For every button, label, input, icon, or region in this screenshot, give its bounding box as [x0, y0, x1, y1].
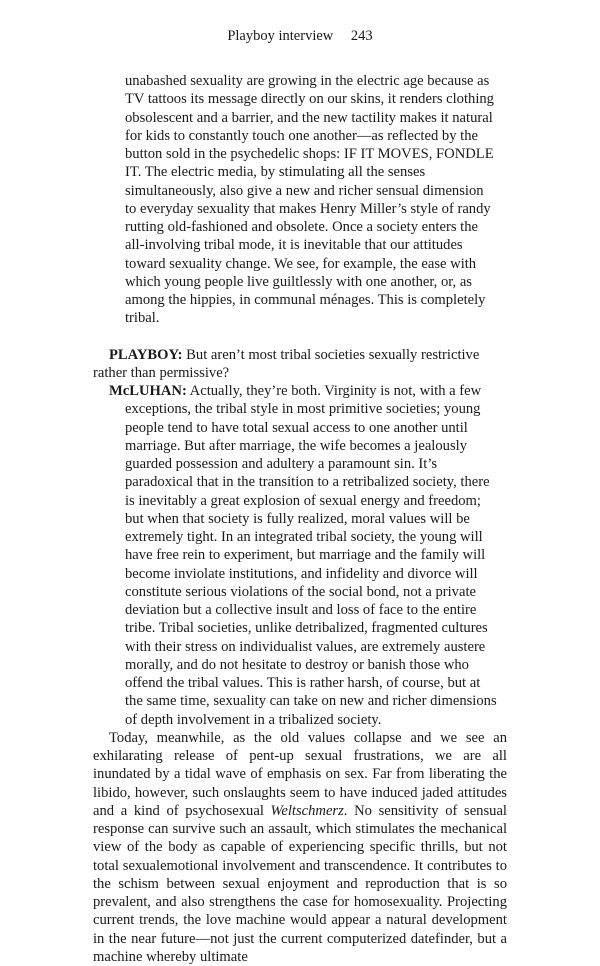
continued-paragraph: unabashed sexuality are growing in the electric age because as TV tattoos its message directly on our skins, it renders clothing obsolescent and a barrier, and the new tactility makes it natural for kids to constantly touch one another—as reflected by the button sold in the psychedelic shops: IF IT MOVES, FONDLE IT. The electric media, by stimulating all the senses simultaneously, also give a new and richer sensual dimension to everyday sexuality that makes Henry Miller’s style of randy rutting old-fashioned and obsolete. Once a society enters the all-involving tribal mode, it is inevitable that our attitudes toward sexuality change. We see, for example, the ease with which young people live guiltlessly with one another, or, as among the hippies, in communal ménages. This is completely tribal. — [125, 73, 494, 327]
closing-text-part-1: Today, meanwhile, as the old values collapse and we see an exhilarating release of pent-up sexual frustrations, we are all inundated by a tidal wave of emphasis on sex. Far from liberating the libido, however, such onslaughts seem to have induced jaded attitudes and a kind of psychosexual — [93, 729, 507, 819]
page-body — [93, 72, 507, 966]
running-title: Playboy interview — [227, 28, 334, 44]
continued-answer-block — [125, 72, 497, 328]
closing-text-part-2: . No sensitivity of sensual response can survive such an assault, which stimulates the mechanical view of the body as capable of experiencing specific thrills, but not total sexualemotional involvement and transcendence. It contributes to the schism between sexual enjoyment and reproduction that is so prevalent, and also strengthens the case for homosexuality. Projecting current trends, the love machine would appear a natural development in the near future—not just the current computerized datefinder, but a machine whereby ultimate — [93, 802, 507, 965]
answer-text: Actually, they’re both. Virginity is not, with a few exceptions, the tribal style in most primitive societies; young people tend to have total sexual access to one another until marriage. But after marriage, the wife becomes a jealously guarded possession and adultery a paramount sin. It’s paradoxical that in the transition to a retribalized society, there is inevitably a great explosion of sexual energy and freedom; but when that society is fully realized, moral values will be extremely tight. In an integrated tribal society, the young will have free rein to experiment, but marriage and the family will become inviolate institutions, and infidelity and divorce will constitute serious violations of the social bond, not a private deviation but a collective insult and loss of face to the entire tribe. Tribal societies, unlike detribalized, fragmented cultures with their stress on individualist values, are extremely austere morally, and do not hesitate to destroy or banish those who offend the tribal values. This is rather harsh, of course, but at the same time, sexuality can take on new and richer dimensions of depth involvement in a tribalized society. — [125, 383, 497, 728]
page-number: 243 — [350, 28, 373, 44]
interviewee-answer — [109, 382, 507, 729]
question-text: But aren’t most tribal societies sexually restrictive rather than permissive? — [93, 346, 480, 381]
italic-term: Weltschmerz — [270, 802, 344, 819]
paragraph-gap — [93, 328, 507, 346]
running-header — [0, 28, 600, 45]
speaker-label-playboy: PLAYBOY: — [109, 346, 183, 363]
closing-paragraph — [93, 729, 507, 966]
speaker-label-mcluhan: McLUHAN: — [109, 383, 187, 399]
interviewer-question — [93, 346, 507, 383]
